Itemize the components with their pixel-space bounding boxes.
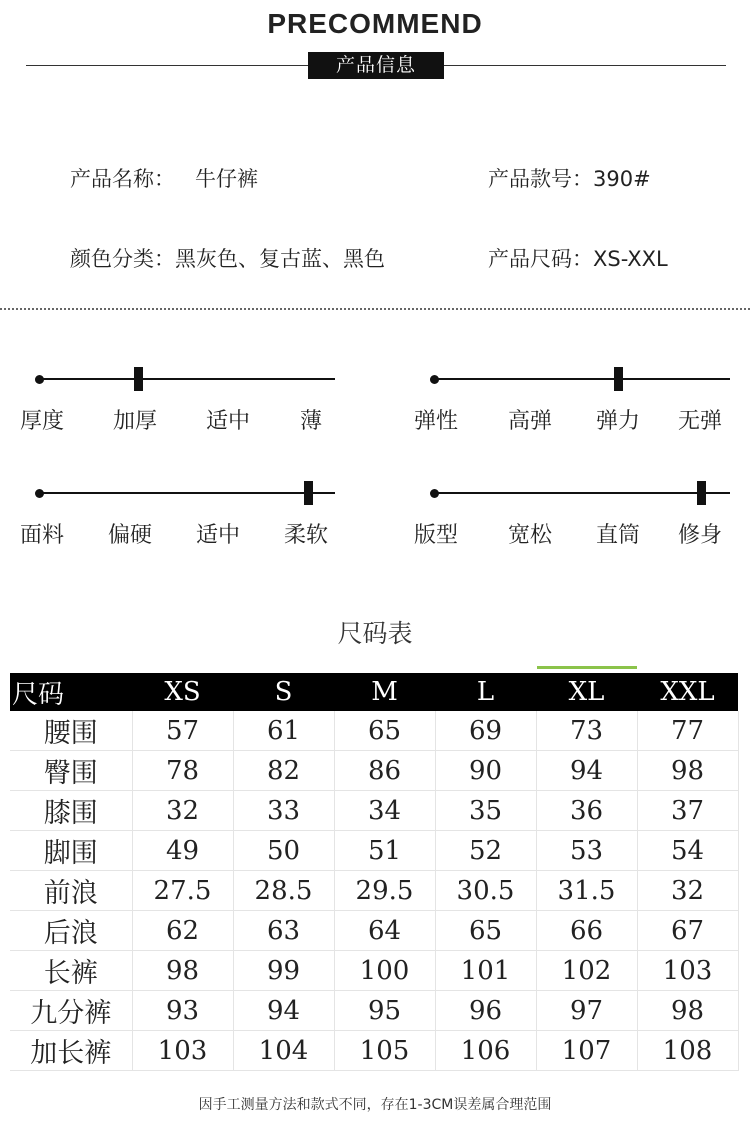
- dotted-divider: [0, 308, 750, 310]
- table-cell: 37: [637, 791, 738, 831]
- table-cell: 34: [334, 791, 435, 831]
- table-cell: 77: [637, 711, 738, 751]
- header-cell: 尺码: [10, 673, 132, 711]
- table-cell: 32: [132, 791, 233, 831]
- table-cell: 52: [435, 831, 536, 871]
- section-title: PRECOMMEND: [267, 8, 483, 39]
- table-row: [10, 1031, 738, 1071]
- table-cell: 98: [637, 751, 738, 791]
- table-cell: 53: [536, 831, 637, 871]
- table-cell: 106: [435, 1031, 536, 1071]
- table-cell: 29.5: [334, 871, 435, 911]
- product-name-row: [70, 163, 258, 193]
- table-cell: 82: [233, 751, 334, 791]
- header-cell: XXL: [637, 673, 738, 711]
- table-cell: 100: [334, 951, 435, 991]
- table-row: [10, 991, 738, 1031]
- scale-name: 弹性: [414, 409, 459, 434]
- header-cell: XS: [132, 673, 233, 711]
- table-cell: 90: [435, 751, 536, 791]
- row-label: 前浪: [10, 871, 132, 911]
- table-cell: 27.5: [132, 871, 233, 911]
- table-cell: 64: [334, 911, 435, 951]
- table-cell: 65: [435, 911, 536, 951]
- scale-marker: [614, 367, 623, 391]
- row-label: 膝围: [10, 791, 132, 831]
- table-cell: 51: [334, 831, 435, 871]
- table-cell: 94: [536, 751, 637, 791]
- table-row: [10, 751, 738, 791]
- scale-option: 弹力: [596, 409, 641, 434]
- size-table-title: 尺码表: [337, 619, 413, 648]
- table-cell: 104: [233, 1031, 334, 1071]
- scale-option: 直筒: [596, 523, 641, 548]
- product-color-label: 颜色分类：: [70, 247, 175, 271]
- table-cell: 65: [334, 711, 435, 751]
- scale-option: 适中: [206, 409, 251, 434]
- scale-track: [39, 378, 335, 380]
- table-row: [10, 831, 738, 871]
- table-cell: 28.5: [233, 871, 334, 911]
- table-cell: 69: [435, 711, 536, 751]
- scale-marker: [134, 367, 143, 391]
- product-size-row: [488, 243, 668, 273]
- scale-track: [434, 378, 730, 380]
- table-cell: 99: [233, 951, 334, 991]
- table-row: [10, 871, 738, 911]
- row-label: 脚围: [10, 831, 132, 871]
- product-name-label: 产品名称：: [70, 167, 175, 191]
- table-cell: 49: [132, 831, 233, 871]
- scale-name: 面料: [20, 523, 65, 548]
- scale-option: 适中: [196, 523, 241, 548]
- table-cell: 36: [536, 791, 637, 831]
- table-row: [10, 791, 738, 831]
- table-cell: 96: [435, 991, 536, 1031]
- table-cell: 78: [132, 751, 233, 791]
- measurement-note: 因手工测量方法和款式不同，存在1-3CM误差属合理范围: [198, 1097, 552, 1113]
- scale-marker: [697, 481, 706, 505]
- scale-option: 修身: [678, 523, 723, 548]
- product-color-row: [70, 243, 385, 273]
- product-size-value: XS-XXL: [593, 247, 668, 271]
- highlight-mark: [537, 666, 637, 669]
- table-cell: 86: [334, 751, 435, 791]
- table-cell: 31.5: [536, 871, 637, 911]
- scale-track: [434, 492, 730, 494]
- scale-option: 薄: [300, 409, 323, 434]
- header-cell: M: [334, 673, 435, 711]
- row-label: 后浪: [10, 911, 132, 951]
- row-label: 腰围: [10, 711, 132, 751]
- scale-option: 高弹: [508, 409, 553, 434]
- table-row: [10, 711, 738, 751]
- header-cell: L: [435, 673, 536, 711]
- table-cell: 105: [334, 1031, 435, 1071]
- table-cell: 93: [132, 991, 233, 1031]
- table-cell: 66: [536, 911, 637, 951]
- table-cell: 54: [637, 831, 738, 871]
- row-label: 加长裤: [10, 1031, 132, 1071]
- scale-option: 加厚: [113, 409, 158, 434]
- scale-option: 无弹: [678, 409, 723, 434]
- table-cell: 102: [536, 951, 637, 991]
- table-cell: 107: [536, 1031, 637, 1071]
- table-cell: 73: [536, 711, 637, 751]
- table-cell: 103: [132, 1031, 233, 1071]
- scale-option: 柔软: [284, 523, 329, 548]
- table-cell: 108: [637, 1031, 738, 1071]
- product-name-value: 牛仔裤: [195, 167, 258, 191]
- size-table: [10, 673, 739, 1071]
- table-cell: 101: [435, 951, 536, 991]
- table-cell: 50: [233, 831, 334, 871]
- table-row: [10, 911, 738, 951]
- header-cell: XL: [536, 673, 637, 711]
- table-cell: 97: [536, 991, 637, 1031]
- header-cell: S: [233, 673, 334, 711]
- table-row: [10, 951, 738, 991]
- product-size-label: 产品尺码：: [488, 247, 593, 271]
- table-cell: 32: [637, 871, 738, 911]
- product-color-value: 黑灰色、复古蓝、黑色: [175, 247, 385, 271]
- table-cell: 35: [435, 791, 536, 831]
- scale-option: 宽松: [508, 523, 553, 548]
- table-cell: 98: [637, 991, 738, 1031]
- scale-option: 偏硬: [108, 523, 153, 548]
- table-cell: 94: [233, 991, 334, 1031]
- product-style-value: 390#: [593, 167, 651, 191]
- table-cell: 63: [233, 911, 334, 951]
- scale-marker: [304, 481, 313, 505]
- table-cell: 62: [132, 911, 233, 951]
- scale-track: [39, 492, 335, 494]
- scale-name: 版型: [414, 523, 459, 548]
- table-cell: 61: [233, 711, 334, 751]
- table-cell: 67: [637, 911, 738, 951]
- row-label: 臀围: [10, 751, 132, 791]
- table-cell: 98: [132, 951, 233, 991]
- table-cell: 30.5: [435, 871, 536, 911]
- table-cell: 95: [334, 991, 435, 1031]
- section-badge: 产品信息: [308, 52, 444, 79]
- product-style-row: [488, 163, 651, 193]
- size-table-header: [10, 673, 738, 711]
- scale-name: 厚度: [20, 409, 65, 434]
- row-label: 九分裤: [10, 991, 132, 1031]
- table-cell: 103: [637, 951, 738, 991]
- table-cell: 57: [132, 711, 233, 751]
- table-cell: 33: [233, 791, 334, 831]
- product-style-label: 产品款号：: [488, 167, 593, 191]
- row-label: 长裤: [10, 951, 132, 991]
